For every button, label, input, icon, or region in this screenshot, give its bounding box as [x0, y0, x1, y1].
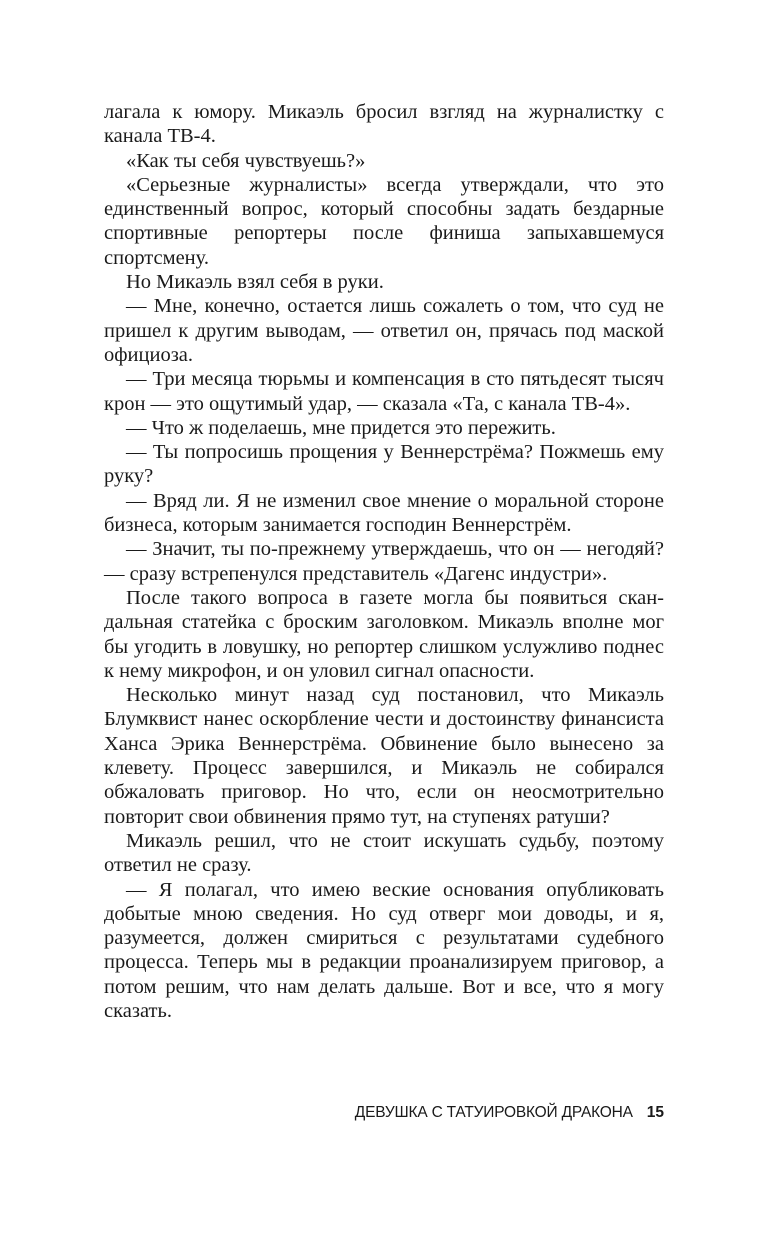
paragraph: — Что ж поделаешь, мне придется это пережить. — [126, 416, 556, 439]
paragraph: — Три месяца тюрьмы и компенсация в сто пятьдесят тысяч крон — это ощутимый удар, — сказала «Та, с канала ТВ-4». — [104, 368, 664, 415]
paragraph: — Ты попросишь прощения у Веннерстрёма? Пожмешь ему руку? — [104, 441, 664, 488]
paragraph: — Вряд ли. Я не изменил свое мнение о моральной стороне бизнеса, которым занимается господин Веннерстрём. — [104, 489, 664, 537]
page-number: 15 — [646, 1104, 664, 1121]
paragraph: «Серьезные журналисты» всегда утверждали, что это единственный вопрос, который способны задать бездарные спортивные репортеры после финиша запыхавшемуся спортсмену. — [104, 173, 664, 269]
running-title: ДЕВУШКА С ТАТУИРОВКОЙ ДРАКОНА — [354, 1104, 633, 1121]
page-footer — [104, 1101, 664, 1125]
paragraph: Микаэль решил, что не стоит искушать судьбу, поэтому ответил не сразу. — [104, 829, 664, 877]
paragraph: Но Микаэль взял себя в руки. — [126, 271, 384, 294]
paragraph: — Мне, конечно, остается лишь сожалеть о том, что суд не пришел к другим выводам, — ответил он, прячась под маской официоза. — [104, 295, 664, 366]
body-text — [104, 100, 664, 1023]
paragraph: — Значит, ты по-прежнему утверждаешь, что он — негодяй? — сразу встрепенулся представитель «Дагенс индустри». — [104, 538, 664, 585]
paragraph: Несколько минут назад суд постановил, что Микаэль Блумквист нанес оскорбление чести и достоинству финансиста Ханса Эрика Веннерстрёма. Обвинение было вынесено за клевету. Процесс завершился, и Микаэль не собирался обжаловать приговор. Но что, если он неосмотрительно повторит свои обвинения прямо тут, на ступенях ратуши? — [104, 684, 664, 828]
paragraph: лагала к юмору. Микаэль бросил взгляд на журналистку с канала ТВ-4. — [104, 101, 664, 148]
paragraph: После такого вопроса в газете могла бы появиться скандальная статейка с броским заголовком. Микаэль вполне мог бы угодить в ловушку, но репортер слишком услужливо поднес к нему микрофон, и он уловил сигнал опасности. — [104, 586, 664, 682]
paragraph: — Я полагал, что имею веские основания опубликовать добытые мною сведения. Но суд отверг мои доводы, и я, разумеется, должен смириться с результатами судебного процесса. Теперь мы в редакции проанализируем приговор, а потом решим, что нам делать дальше. Вот и все, что я могу сказать. — [104, 878, 664, 1022]
paragraph: «Как ты себя чувствуешь?» — [126, 149, 366, 172]
